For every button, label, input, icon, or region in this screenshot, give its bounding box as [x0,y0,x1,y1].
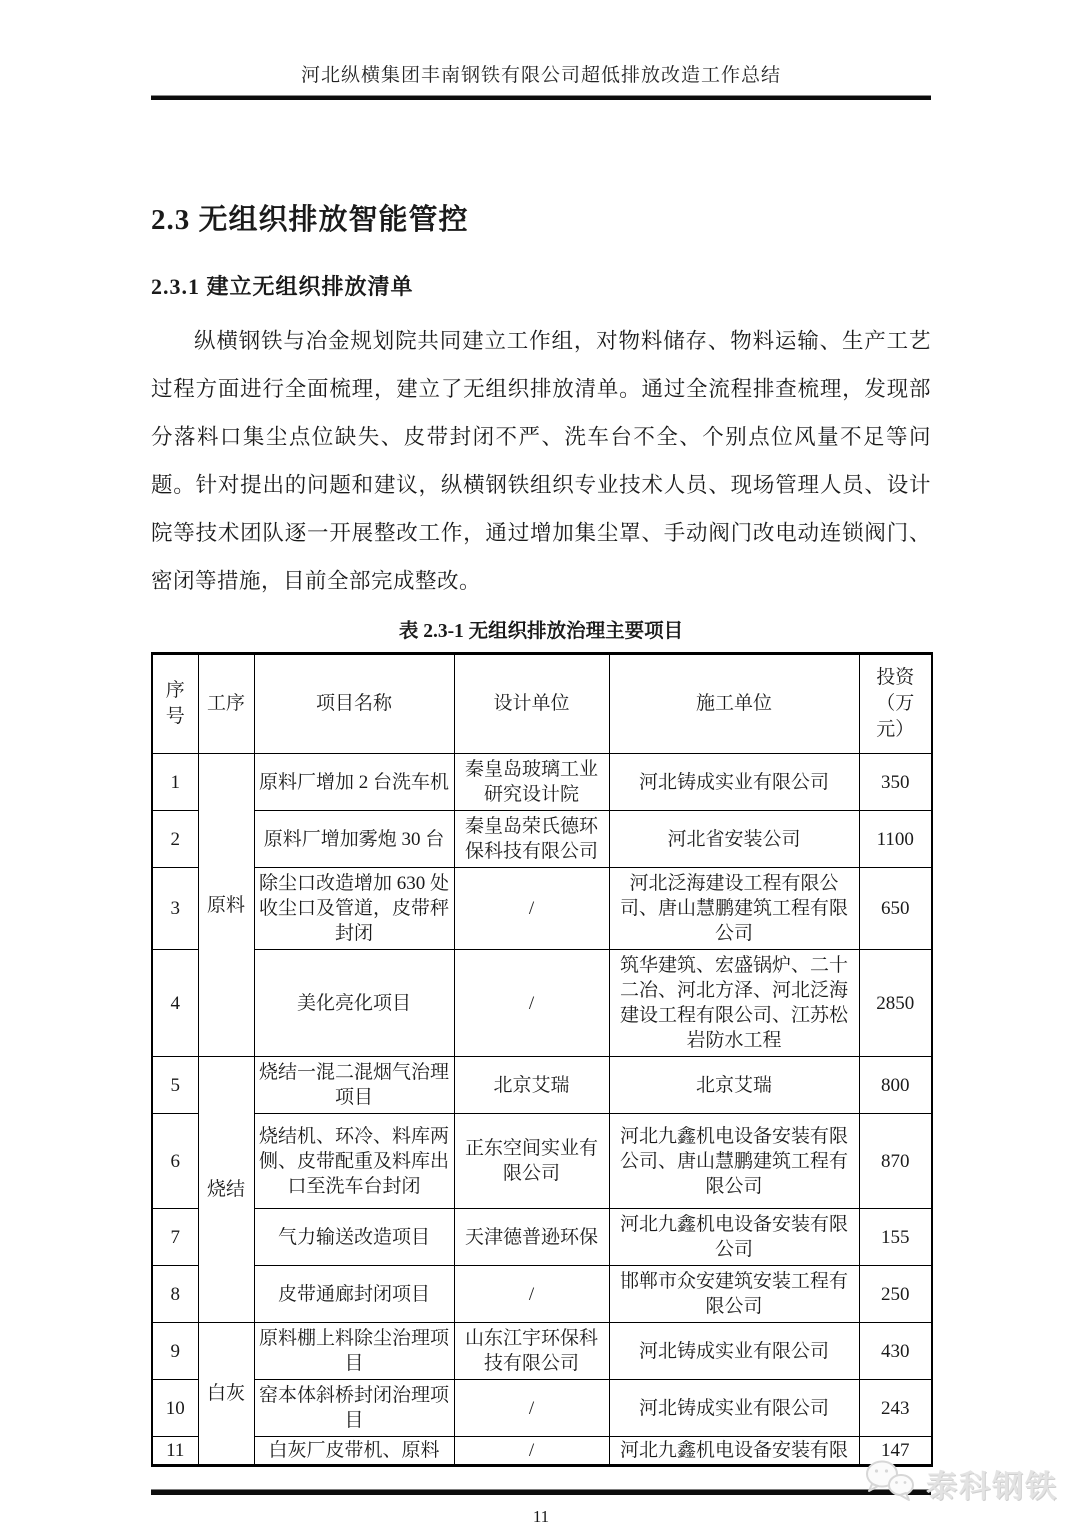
cell-design: / [454,1266,609,1323]
cell-design: 北京艾瑞 [454,1057,609,1114]
cell-no: 4 [152,950,198,1057]
cell-no: 7 [152,1209,198,1266]
subsection-heading: 2.3.1 建立无组织排放清单 [151,274,414,299]
cell-design: 正东空间实业有限公司 [454,1114,609,1209]
cell-project: 窑本体斜桥封闭治理项目 [254,1380,454,1437]
table-row [152,1437,932,1466]
table-row [152,1114,932,1209]
cell-process-group-lime: 白灰 [198,1323,254,1466]
cell-no: 8 [152,1266,198,1323]
running-header [151,0,931,100]
cell-project: 烧结机、环冷、料库两侧、皮带配重及料库出口至洗车台封闭 [254,1114,454,1209]
cell-investment: 430 [859,1323,932,1380]
cell-investment: 350 [859,754,932,811]
cell-project: 原料厂增加雾炮 30 台 [254,811,454,868]
cell-construction: 河北九鑫机电设备安装有限公司 [609,1209,859,1266]
cell-investment: 243 [859,1380,932,1437]
table-header-row [152,654,932,754]
cell-construction: 河北泛海建设工程有限公司、唐山慧鹏建筑工程有限公司 [609,868,859,950]
table-row [152,754,932,811]
cell-no: 5 [152,1057,198,1114]
cell-investment: 147 [859,1437,932,1466]
cell-project: 白灰厂皮带机、原料 [254,1437,454,1466]
cell-construction: 河北铸成实业有限公司 [609,1323,859,1380]
table-row [152,1380,932,1437]
cell-construction: 筑华建筑、宏盛锅炉、二十二冶、河北方泽、河北泛海建设工程有限公司、江苏松岩防水工程 [609,950,859,1057]
table-row [152,1323,932,1380]
body-paragraph: 纵横钢铁与冶金规划院共同建立工作组，对物料储存、物料运输、生产工艺过程方面进行全面梳理，建立了无组织排放清单。通过全流程排查梳理，发现部分落料口集尘点位缺失、皮带封闭不严、洗车台不全、个别点位风量不足等问题。针对提出的问题和建议，纵横钢铁组织专业技术人员、现场管理人员、设计院等技术团队逐一开展整改工作，通过增加集尘罩、手动阀门改电动连锁阀门、密闭等措施，目前全部完成整改。 [151,329,931,593]
cell-design: 山东江宇环保科技有限公司 [454,1323,609,1380]
watermark [862,1458,1058,1509]
cell-investment: 2850 [859,950,932,1057]
col-header-investment: 投资（万元） [859,654,932,754]
cell-construction: 河北九鑫机电设备安装有限 [609,1437,859,1466]
table-caption: 表 2.3-1 无组织排放治理主要项目 [398,621,684,642]
projects-table [151,652,933,1467]
cell-no: 3 [152,868,198,950]
page-number: 11 [532,1507,550,1526]
cell-investment: 650 [859,868,932,950]
footer-rule [151,1489,931,1495]
cell-investment: 800 [859,1057,932,1114]
cell-project: 气力输送改造项目 [254,1209,454,1266]
table-row [152,1209,932,1266]
header-rule [151,95,931,100]
cell-design: / [454,950,609,1057]
running-header-title: 河北纵横集团丰南钢铁有限公司超低排放改造工作总结 [300,65,781,86]
table-row [152,1057,932,1114]
cell-no: 9 [152,1323,198,1380]
section-heading: 2.3 无组织排放智能管控 [151,204,469,236]
col-header-design: 设计单位 [454,654,609,754]
cell-investment: 870 [859,1114,932,1209]
cell-project: 除尘口改造增加 630 处收尘口及管道，皮带秤封闭 [254,868,454,950]
cell-design: 秦皇岛玻璃工业研究设计院 [454,754,609,811]
cell-construction: 河北省安装公司 [609,811,859,868]
table-row [152,868,932,950]
table-row [152,1266,932,1323]
col-header-no: 序号 [152,654,198,754]
cell-design: / [454,868,609,950]
cell-construction: 河北铸成实业有限公司 [609,754,859,811]
cell-project: 烧结一混二混烟气治理项目 [254,1057,454,1114]
cell-construction: 河北九鑫机电设备安装有限公司、唐山慧鹏建筑工程有限公司 [609,1114,859,1209]
watermark-label: 泰科钢铁 [926,1469,1058,1504]
cell-no: 2 [152,811,198,868]
cell-project: 皮带通廊封闭项目 [254,1266,454,1323]
cell-project: 原料棚上料除尘治理项目 [254,1323,454,1380]
cell-design: / [454,1380,609,1437]
cell-design: / [454,1437,609,1466]
cell-project: 美化亮化项目 [254,950,454,1057]
cell-no: 10 [152,1380,198,1437]
cell-no: 1 [152,754,198,811]
col-header-process: 工序 [198,654,254,754]
cell-construction: 邯郸市众安建筑安装工程有限公司 [609,1266,859,1323]
table-row [152,950,932,1057]
table-row [152,811,932,868]
cell-process-group-sintering: 烧结 [198,1057,254,1323]
cell-investment: 250 [859,1266,932,1323]
cell-project: 原料厂增加 2 台洗车机 [254,754,454,811]
cell-investment: 1100 [859,811,932,868]
cell-no: 6 [152,1114,198,1209]
col-header-project: 项目名称 [254,654,454,754]
cell-construction: 北京艾瑞 [609,1057,859,1114]
cell-process-group-raw-material: 原料 [198,754,254,1057]
cell-investment: 155 [859,1209,932,1266]
cell-design: 秦皇岛荣氏德环保科技有限公司 [454,811,609,868]
wechat-logo-icon [862,1458,918,1509]
col-header-construction: 施工单位 [609,654,859,754]
cell-no: 11 [152,1437,198,1466]
cell-construction: 河北铸成实业有限公司 [609,1380,859,1437]
cell-design: 天津德普逊环保 [454,1209,609,1266]
